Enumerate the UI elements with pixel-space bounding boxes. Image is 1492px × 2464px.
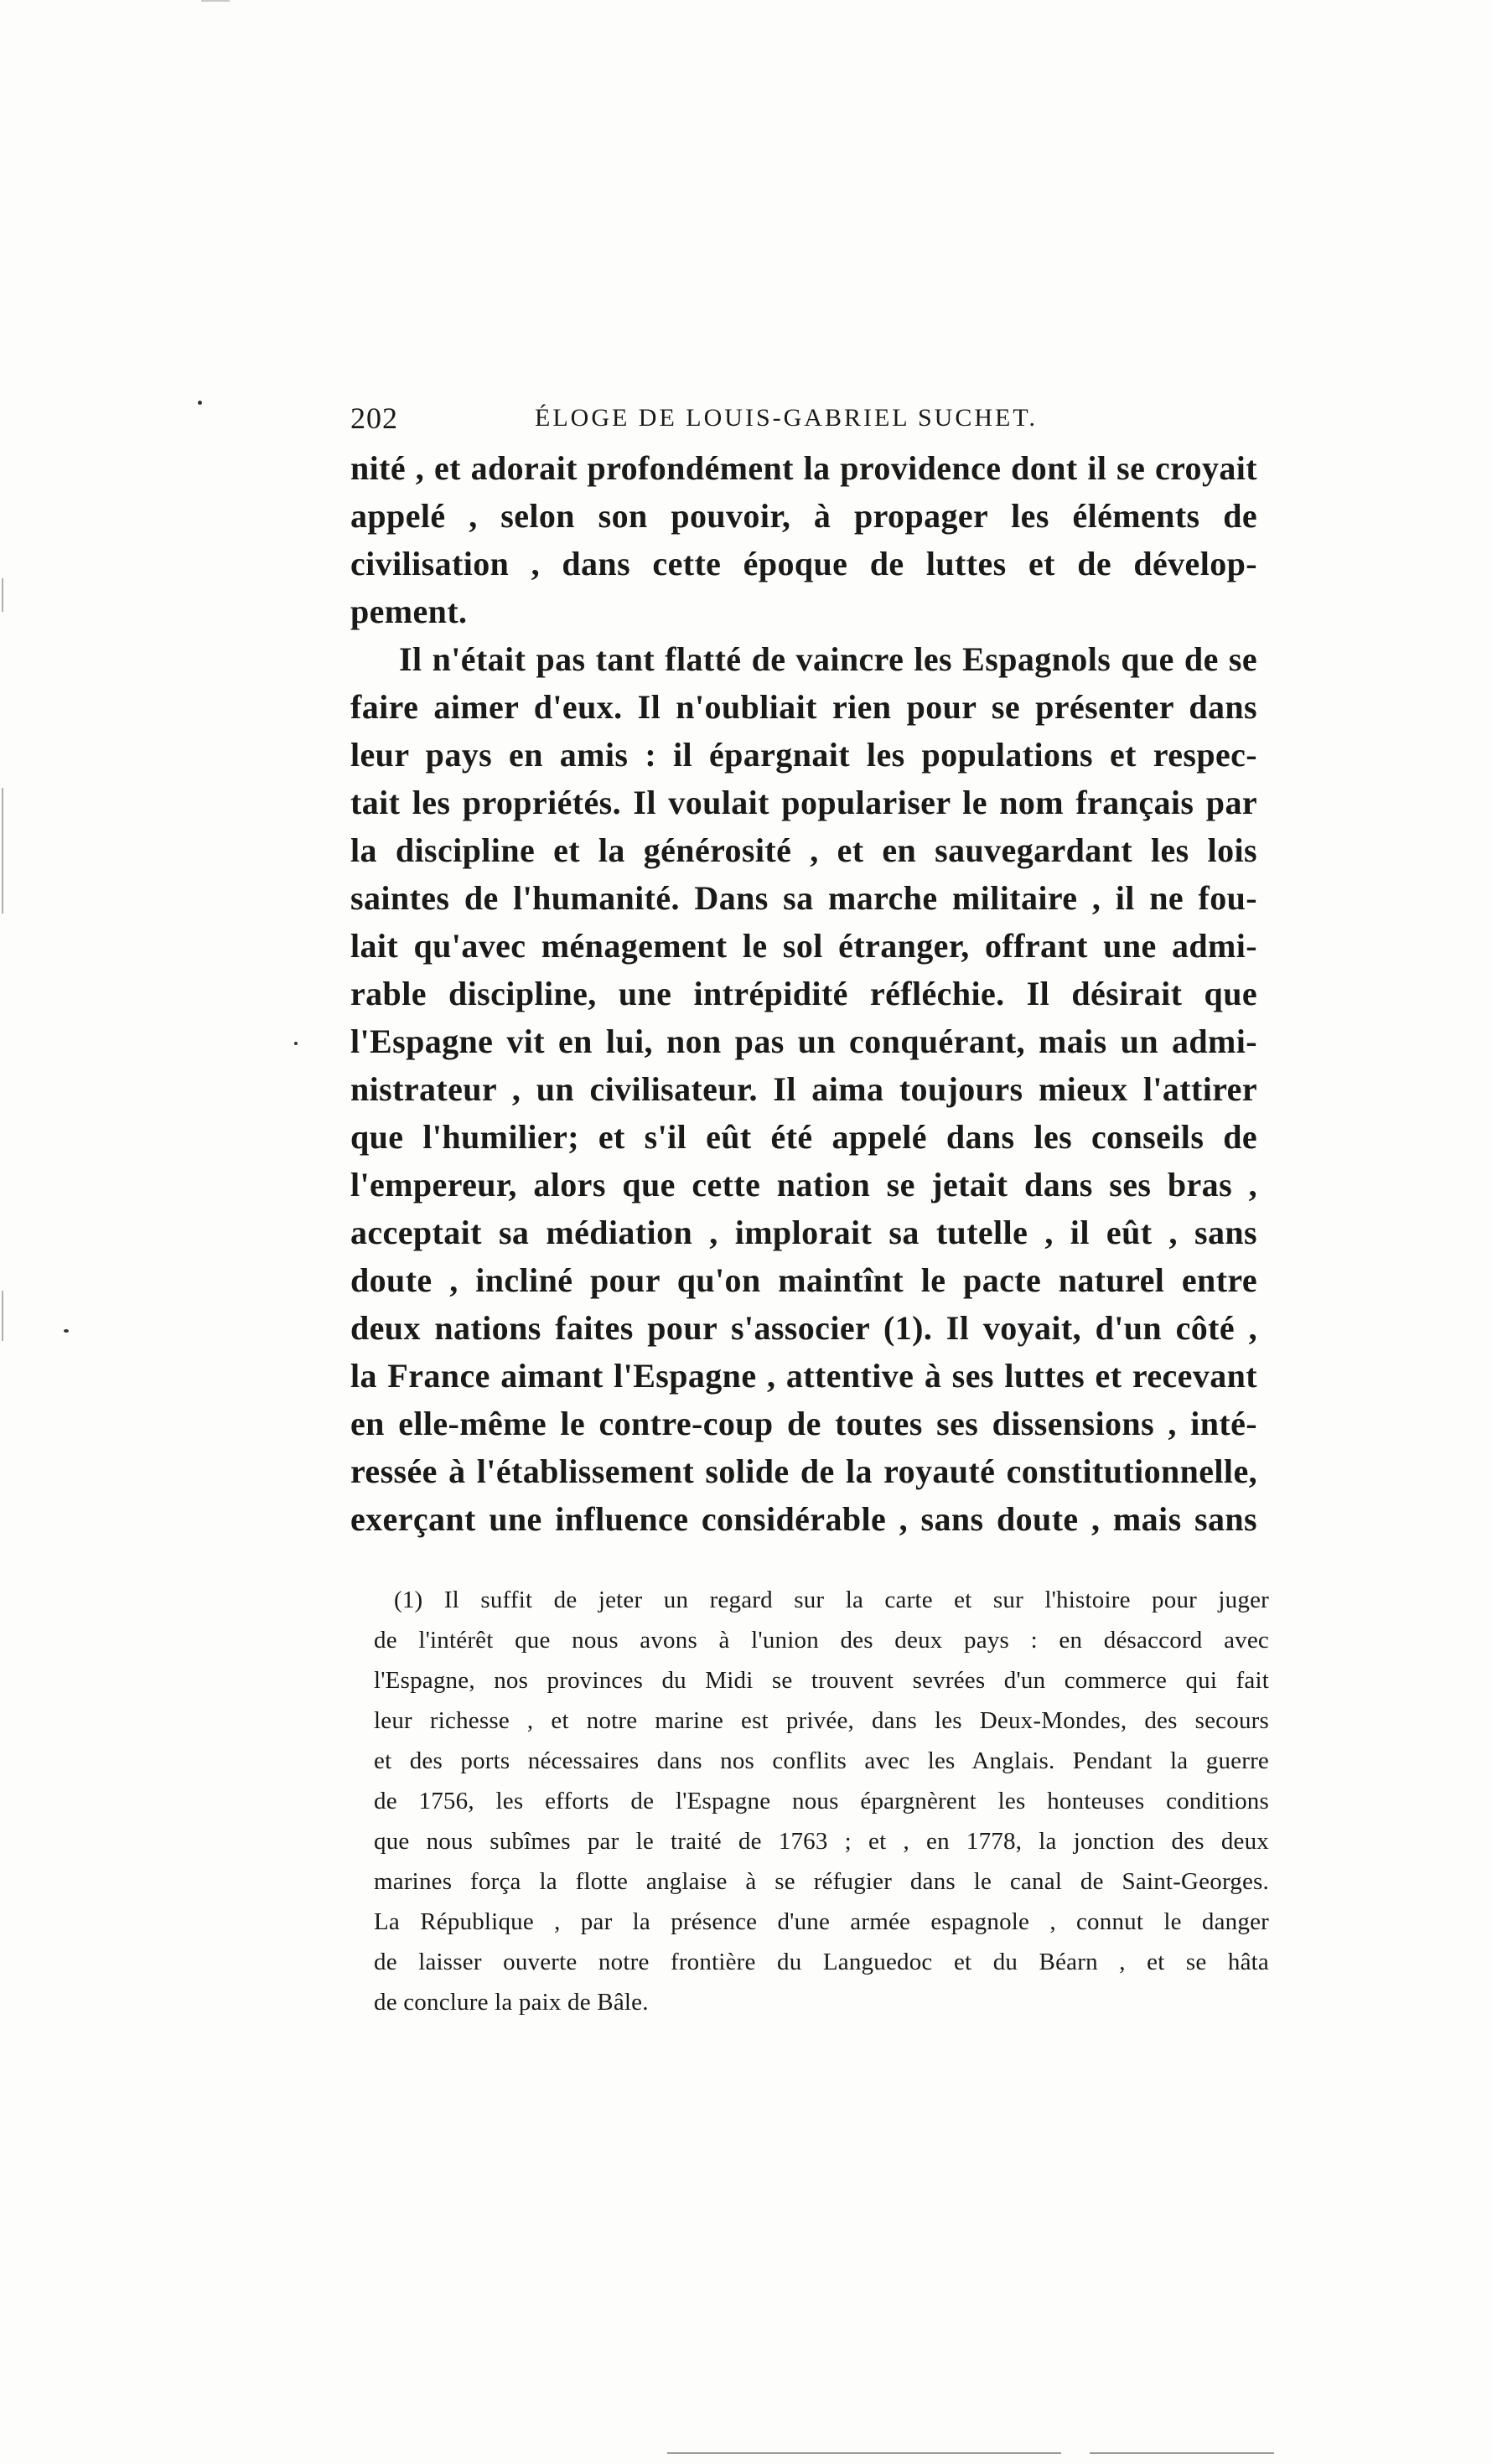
- text-line: nistrateur , un civilisateur. Il aima toujours mieux l'attirer: [350, 1070, 1257, 1108]
- text-line: la France aimant l'Espagne , attentive à ses luttes et recevant: [350, 1357, 1257, 1395]
- text-line: leur pays en amis : il épargnait les populations et respec-: [350, 736, 1257, 774]
- text-line: acceptait sa médiation , implorait sa tutelle , il eût , sans: [350, 1214, 1257, 1251]
- footnote-line: marines força la flotte anglaise à se réfugier dans le canal de Saint-Georges.: [374, 1868, 1269, 1895]
- running-head: [350, 401, 1257, 443]
- text-line: en elle-même le contre-coup de toutes ses dissensions , inté-: [350, 1405, 1257, 1442]
- footnote-line: de conclure la paix de Bâle.: [374, 1989, 649, 2016]
- main-text: [350, 444, 1257, 1543]
- scan-artifact-bottom: [1090, 2452, 1274, 2454]
- text-line: deux nations faites pour s'associer (1). Il voyait, d'un côté ,: [350, 1309, 1257, 1347]
- text-line: ressée à l'établissement solide de la royauté constitutionnelle,: [350, 1452, 1257, 1490]
- footnote-line: leur richesse , et notre marine est privée, dans les Deux-Mondes, des secours: [374, 1707, 1269, 1734]
- running-title: ÉLOGE DE LOUIS-GABRIEL SUCHET.: [535, 404, 1038, 432]
- scan-artifact-top: [201, 0, 230, 2]
- scan-artifact-left: [2, 788, 3, 914]
- scan-speck: [198, 401, 202, 405]
- text-line: faire aimer d'eux. Il n'oubliait rien pour se présenter dans: [350, 688, 1257, 726]
- footnote: [374, 1580, 1269, 2022]
- text-line: l'empereur, alors que cette nation se jetait dans ses bras ,: [350, 1166, 1257, 1204]
- text-line: Il n'était pas tant flatté de vaincre les Espagnols que de se: [399, 640, 1257, 678]
- text-line: la discipline et la générosité , et en sauvegardant les lois: [350, 831, 1257, 869]
- footnote-line: La République , par la présence d'une armée espagnole , connut le danger: [374, 1908, 1269, 1935]
- footnote-line: l'Espagne, nos provinces du Midi se trouvent sevrées d'un commerce qui fait: [374, 1667, 1269, 1694]
- footnote-line: de 1756, les efforts de l'Espagne nous épargnèrent les honteuses conditions: [374, 1788, 1269, 1814]
- text-line: appelé , selon son pouvoir, à propager les éléments de: [350, 497, 1257, 535]
- footnote-line: de l'intérêt que nous avons à l'union des deux pays : en désaccord avec: [374, 1627, 1269, 1654]
- scan-speck: [294, 1042, 298, 1045]
- footnote-line: et des ports nécessaires dans nos conflits avec les Anglais. Pendant la guerre: [374, 1747, 1269, 1774]
- text-line: lait qu'avec ménagement le sol étranger, offrant une admi-: [350, 927, 1257, 965]
- footnote-line: (1) Il suffit de jeter un regard sur la carte et sur l'histoire pour juger: [394, 1587, 1269, 1613]
- footnote-line: que nous subîmes par le traité de 1763 ; et , en 1778, la jonction des deux: [374, 1828, 1269, 1855]
- scan-speck: [64, 1329, 69, 1333]
- text-line: que l'humilier; et s'il eût été appelé dans les conseils de: [350, 1118, 1257, 1156]
- text-line: rable discipline, une intrépidité réfléchie. Il désirait que: [350, 975, 1257, 1012]
- text-line: civilisation , dans cette époque de luttes et de dévelop-: [350, 545, 1257, 582]
- scan-artifact-bottom: [667, 2452, 1061, 2454]
- text-line: exerçant une influence considérable , sans doute , mais sans: [350, 1500, 1257, 1538]
- text-line: saintes de l'humanité. Dans sa marche militaire , il ne fou-: [350, 879, 1257, 917]
- footnote-line: de laisser ouverte notre frontière du Languedoc et du Béarn , et se hâta: [374, 1949, 1269, 1975]
- text-line: l'Espagne vit en lui, non pas un conquérant, mais un admi-: [350, 1022, 1257, 1060]
- text-line: doute , incliné pour qu'on maintînt le pacte naturel entre: [350, 1261, 1257, 1299]
- scan-artifact-left: [2, 578, 3, 612]
- page-number: 202: [350, 401, 398, 435]
- scan-artifact-left: [2, 1291, 3, 1341]
- text-line: nité , et adorait profondément la providence dont il se croyait: [350, 449, 1257, 487]
- text-line: tait les propriétés. Il voulait populariser le nom français par: [350, 784, 1257, 821]
- text-line: pement.: [350, 593, 468, 630]
